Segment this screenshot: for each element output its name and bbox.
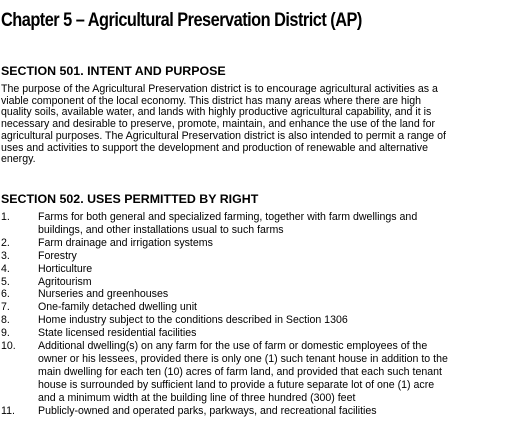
list-item [1,211,523,237]
list-item-number: 4. [1,262,10,275]
list-item-text [38,314,523,327]
section-501-heading: SECTION 501. INTENT AND PURPOSE [1,64,226,78]
paragraph-line: agricultural purposes. The Agricultural Preservation district is also intended to permit a range of [1,129,446,142]
list-item [1,301,523,314]
list-item-text [38,327,523,340]
list-item-text [38,276,523,289]
list-item-number: 3. [1,249,10,262]
list-item-text [38,237,523,250]
list-item [1,250,523,263]
list-item [1,405,523,418]
list-item-text [38,301,523,314]
list-item-text [38,405,523,418]
list-item-number: 8. [1,314,10,327]
list-item-line: owner or his lessees, provided there is only one (1) such tenant house in addition to the [38,352,448,365]
paragraph-line: quality soils, available water, and lands with highly productive agricultural capability, and it is [1,106,432,119]
list-item-line: main dwelling for each ten (10) acres of farm land, and provided that each such tenant [38,365,442,378]
list-item-number: 11. [1,404,15,417]
list-item-line: Agritourism [38,275,92,288]
list-item [1,314,523,327]
list-item-text [38,250,523,263]
section-502-heading: SECTION 502. USES PERMITTED BY RIGHT [1,192,259,206]
list-item-number: 2. [1,236,10,249]
list-item-line: house is surrounded by sufficient land to provide a future separate lot of one (1) acre [38,378,435,391]
list-item-text [38,263,523,276]
list-item-number: 1. [1,211,10,223]
paragraph-line: viable component of the local economy. This district has many areas where there are high [1,94,422,107]
chapter-title: Chapter 5 – Agricultural Preservation District (AP) [1,10,362,31]
list-item-line: Horticulture [38,262,93,275]
list-item-line: Forestry [38,249,77,262]
list-item [1,237,523,250]
list-item [1,327,523,340]
list-item [1,276,523,289]
list-item [1,288,523,301]
list-item-text [38,340,523,405]
intent-and-purpose-paragraph [1,84,511,166]
paragraph-line: The purpose of the Agricultural Preservation district is to encourage agricultural activities as a [1,83,438,95]
paragraph-line: uses and activities to support the development and production of renewable and alternative [1,141,428,154]
list-item-number: 6. [1,288,10,301]
list-item-line: Publicly-owned and operated parks, parkways, and recreational facilities [38,404,377,417]
list-item-line: Farm drainage and irrigation systems [38,236,213,249]
paragraph-line: necessary and desirable to preserve, promote, maintain, and enhance the use of the land for [1,118,436,131]
list-item [1,340,523,405]
list-item-number: 9. [1,327,10,340]
list-item-text [38,211,523,237]
list-item-number: 7. [1,301,10,314]
list-item-number: 10. [1,340,16,353]
list-item-number: 5. [1,275,10,288]
list-item-line: Farms for both general and specialized farming, together with farm dwellings and [38,211,418,223]
list-item-line: Home industry subject to the conditions described in Section 1306 [38,314,348,327]
list-item-text [38,288,523,301]
list-item-line: State licensed residential facilities [38,327,197,340]
list-item-line: Nurseries and greenhouses [38,288,169,301]
list-item-line: Additional dwelling(s) on any farm for the use of farm or domestic employees of the [38,340,428,353]
list-item-line: and a minimum width at the building line of three hundred (300) feet [38,391,356,404]
list-item [1,263,523,276]
list-item-line: buildings, and other installations usual to such farms [38,223,284,236]
paragraph-line: energy. [1,153,36,166]
list-item-line: One-family detached dwelling unit [38,301,197,314]
permitted-uses-list [1,211,523,418]
